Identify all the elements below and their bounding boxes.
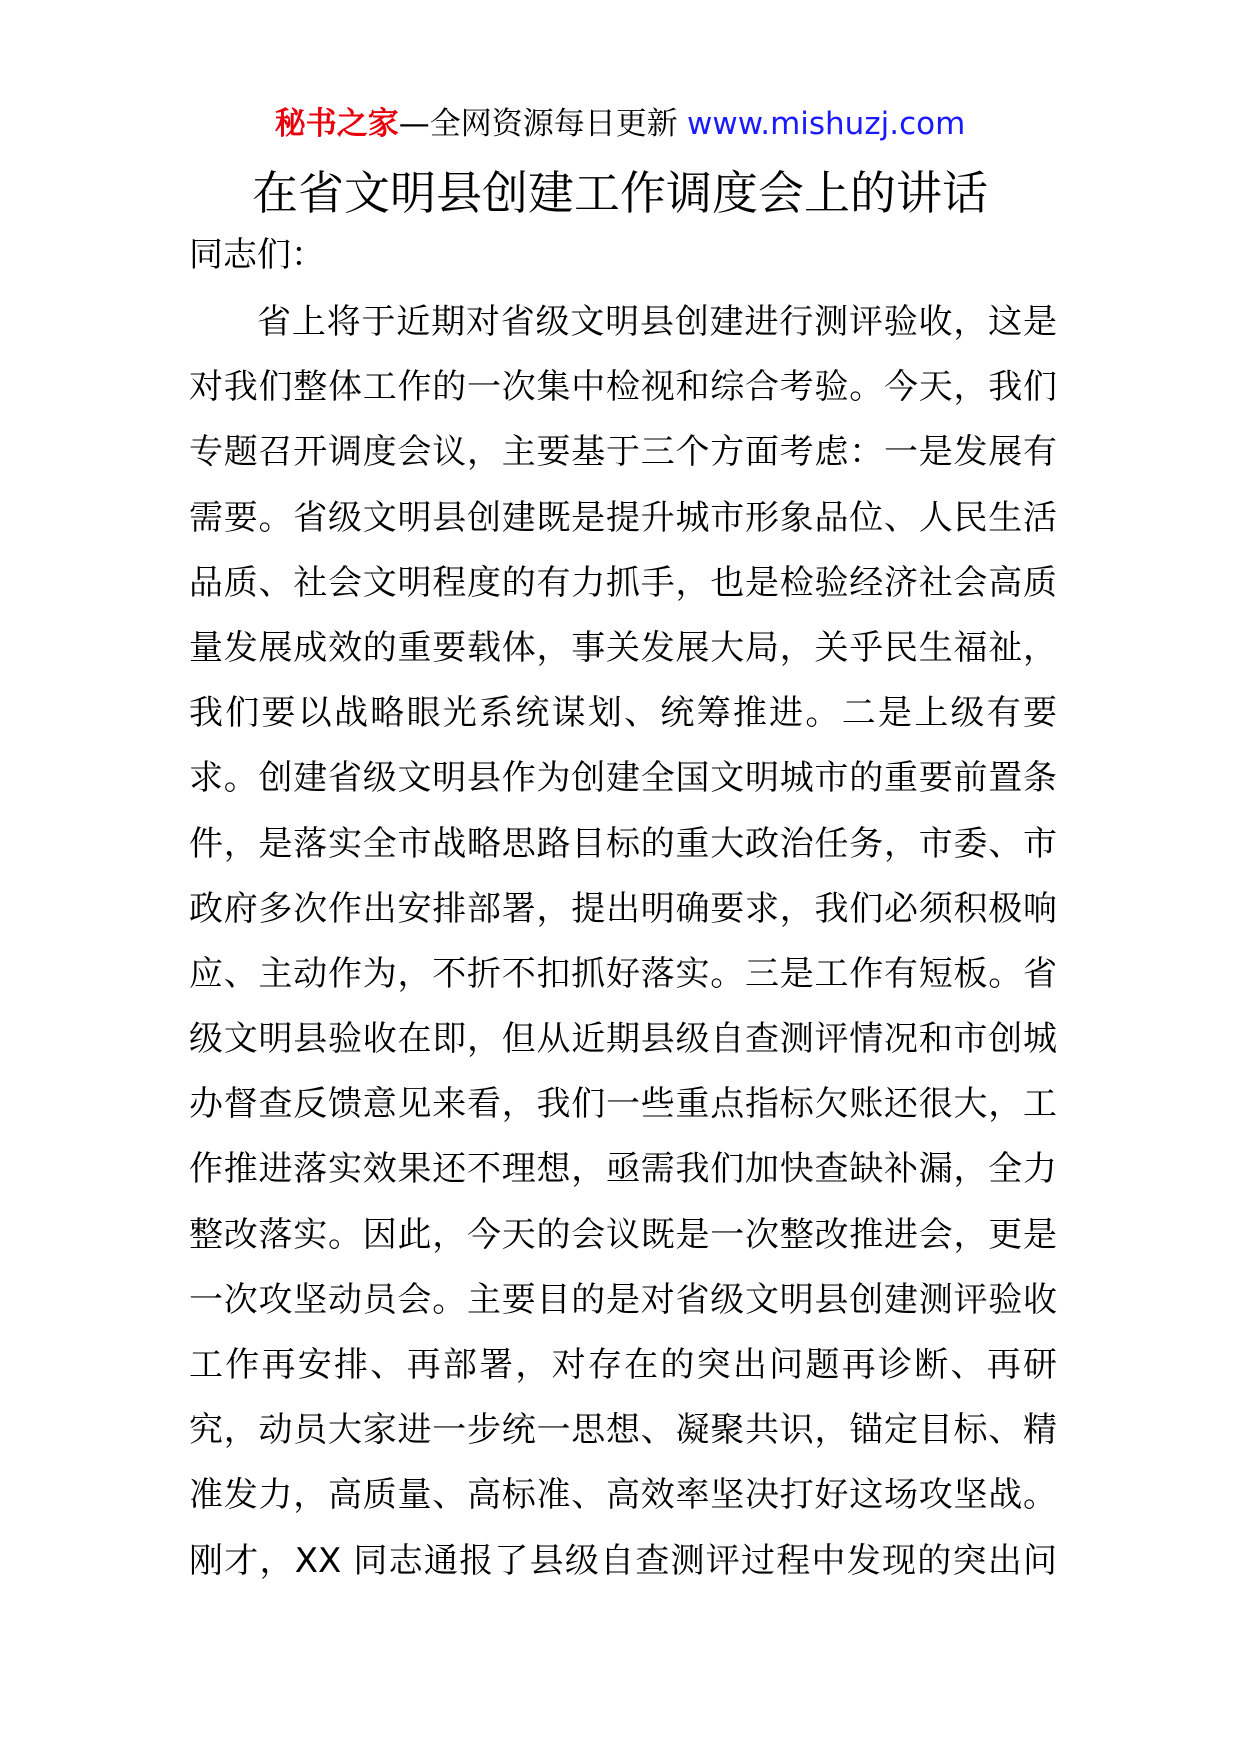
- body-line: 量发展成效的重要载体，事关发展大局，关乎民生福祉，: [189, 627, 1057, 668]
- body-line: 政府多次作出安排部署，提出明确要求，我们必须积极响: [189, 888, 1057, 929]
- brand-name: 秘书之家: [274, 106, 399, 142]
- body-text: [189, 290, 1057, 1594]
- body-line: 件，是落实全市战略思路目标的重大政治任务，市委、市: [189, 823, 1057, 864]
- body-line: 刚才，XX 同志通报了县级自查测评过程中发现的突出问: [189, 1540, 1057, 1581]
- body-line: 对我们整体工作的一次集中检视和综合考验。今天，我们: [189, 367, 1057, 408]
- body-line: 工作再安排、再部署，对存在的突出问题再诊断、再研: [189, 1345, 1057, 1385]
- body-line: 究，动员大家进一步统一思想、凝聚共识，锚定目标、精: [189, 1410, 1057, 1451]
- body-line: 一次攻坚动员会。主要目的是对省级文明县创建测评验收: [189, 1279, 1057, 1320]
- body-paragraph: [189, 290, 1057, 1594]
- body-line: 需要。省级文明县创建既是提升城市形象品位、人民生活: [189, 497, 1057, 538]
- body-line: 我们要以战略眼光系统谋划、统筹推进。二是上级有要: [189, 693, 1057, 734]
- salutation: 同志们：: [189, 235, 325, 275]
- body-line: 作推进落实效果还不理想，亟需我们加快查缺补漏，全力: [189, 1149, 1057, 1190]
- header-slogan: —全网资源每日更新: [398, 106, 678, 142]
- body-line: 整改落实。因此，今天的会议既是一次整改推进会，更是: [189, 1214, 1057, 1255]
- body-line: 准发力，高质量、高标准、高效率坚决打好这场攻坚战。: [189, 1475, 1057, 1516]
- site-url-link[interactable]: www.mishuzj.com: [687, 106, 966, 142]
- site-header: [0, 103, 1240, 145]
- body-line: 专题召开调度会议，主要基于三个方面考虑：一是发展有: [189, 432, 1057, 473]
- body-line: 品质、社会文明程度的有力抓手，也是检验经济社会高质: [189, 562, 1057, 603]
- body-line: 应、主动作为，不折不扣抓好落实。三是工作有短板。省: [189, 953, 1057, 994]
- body-line: 求。创建省级文明县作为创建全国文明城市的重要前置条: [189, 758, 1057, 799]
- body-line: 办督查反馈意见来看，我们一些重点指标欠账还很大，工: [189, 1084, 1057, 1125]
- body-line: 级文明县验收在即，但从近期县级自查测评情况和市创城: [189, 1019, 1057, 1060]
- document-title: 在省文明县创建工作调度会上的讲话: [252, 166, 988, 220]
- body-line: 省上将于近期对省级文明县创建进行测评验收，这是: [257, 302, 1057, 342]
